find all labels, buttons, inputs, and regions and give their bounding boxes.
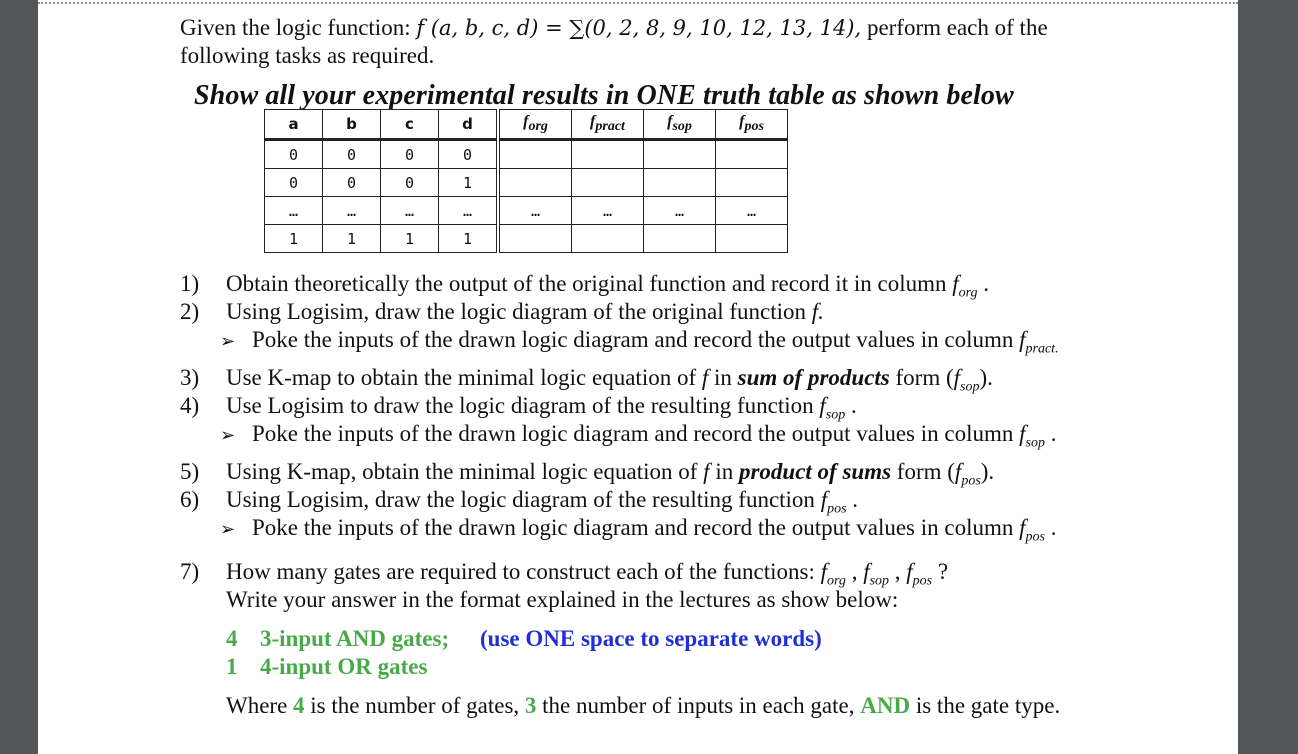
cell-a: 1	[265, 225, 323, 253]
intro-suffix: perform each of the	[861, 15, 1048, 40]
cell-d: …	[439, 197, 499, 225]
cell-f-pos	[716, 169, 788, 197]
cell-f-pract	[572, 140, 644, 169]
task-7-line2: Write your answer in the format explained in the lectures as show below:	[226, 587, 899, 612]
example-gate-text: 3-input AND gates;	[260, 626, 450, 651]
example-count: 4	[226, 626, 238, 651]
cell-f-pract	[572, 169, 644, 197]
cell-f-org	[498, 140, 572, 169]
header-c: c	[381, 110, 439, 140]
task-6-bullet: ➢ Poke the inputs of the drawn logic diagram and record the output values in column $f_{pos}$ .	[220, 515, 1057, 545]
table-header-row	[265, 110, 788, 140]
header-f-org: $f_{org}$	[498, 110, 572, 140]
header-d: d	[439, 110, 499, 140]
task-3: 3) Use K-map to obtain the minimal logic equation of f in sum of products form $(f_{sop})$.	[180, 365, 993, 395]
task-number: 2)	[180, 299, 200, 324]
cell-f-sop: …	[644, 197, 716, 225]
arrow-bullet-icon: ➢	[220, 425, 236, 445]
cell-f-sop	[644, 140, 716, 169]
cell-f-pos	[716, 225, 788, 253]
cell-f-org: …	[498, 197, 572, 225]
cell-b: 0	[323, 169, 381, 197]
task-number: 1)	[180, 271, 200, 296]
cell-a: …	[265, 197, 323, 225]
cell-c: 0	[381, 140, 439, 169]
where-explanation: Where 4 is the number of gates, 3 the number of inputs in each gate, AND is the gate type.	[226, 693, 1061, 718]
header-f-pract: $f_{pract}$	[572, 110, 644, 140]
header-f-sop: $f_{sop}$	[644, 110, 716, 140]
task-list	[180, 270, 1220, 720]
logic-function: f (a, b, c, d) = ∑(0, 2, 8, 9, 10, 12, 13, 14),	[416, 16, 862, 40]
task-1: 1) Obtain theoretically the output of the original function and record it in column $f_{org}$ .	[180, 271, 990, 301]
task-number: 7)	[180, 559, 200, 584]
example-line-1	[180, 625, 1220, 653]
task-number: 5)	[180, 459, 200, 484]
content	[180, 14, 1220, 112]
task-4: 4) Use Logisim to draw the logic diagram of the resulting function $f_{sop}$ .	[180, 393, 857, 423]
cell-b: 0	[323, 140, 381, 169]
cell-a: 0	[265, 140, 323, 169]
cell-a: 0	[265, 169, 323, 197]
header-f-pos: $f_{pos}$	[716, 110, 788, 140]
example-note: (use ONE space to separate words)	[480, 626, 822, 651]
cell-c: 1	[381, 225, 439, 253]
cell-f-org	[498, 225, 572, 253]
table-row	[265, 169, 788, 197]
task-6: 6) Using Logisim, draw the logic diagram of the resulting function $f_{pos}$ .	[180, 487, 859, 517]
cell-b: …	[323, 197, 381, 225]
header-a: a	[265, 110, 323, 140]
dotted-top-border	[38, 2, 1238, 4]
cell-b: 1	[323, 225, 381, 253]
intro-line2: following tasks as required.	[180, 43, 435, 68]
intro-prefix: Given the logic function:	[180, 15, 417, 40]
task-number: 4)	[180, 393, 200, 418]
task-number: 6)	[180, 487, 200, 512]
task-4-bullet: ➢ Poke the inputs of the drawn logic diagram and record the output values in column $f_{sop}$ .	[220, 421, 1057, 451]
cell-c: …	[381, 197, 439, 225]
header-b: b	[323, 110, 381, 140]
document-page	[38, 0, 1238, 754]
cell-f-pos: …	[716, 197, 788, 225]
table-row	[265, 197, 788, 225]
cell-d: 1	[439, 225, 499, 253]
cell-f-sop	[644, 225, 716, 253]
cell-d: 1	[439, 169, 499, 197]
table-row	[265, 225, 788, 253]
arrow-bullet-icon: ➢	[220, 519, 236, 539]
cell-d: 0	[439, 140, 499, 169]
example-line-2	[180, 653, 1220, 681]
task-7: 7) How many gates are required to construct each of the functions: $f_{org}$ , $f_{sop}$ , $f_{pos}$ ?	[180, 559, 949, 589]
cell-f-pract: …	[572, 197, 644, 225]
cell-f-pract	[572, 225, 644, 253]
cell-f-sop	[644, 169, 716, 197]
truth-table	[264, 109, 788, 253]
cell-f-org	[498, 169, 572, 197]
cell-f-pos	[716, 140, 788, 169]
intro-paragraph	[180, 14, 1220, 70]
arrow-bullet-icon: ➢	[220, 331, 236, 351]
table-row	[265, 140, 788, 169]
example-count: 1	[226, 654, 238, 679]
task-2-bullet: ➢ Poke the inputs of the drawn logic diagram and record the output values in column $f_{pract.}$	[220, 327, 1059, 357]
cell-c: 0	[381, 169, 439, 197]
example-gate-text: 4-input OR gates	[260, 654, 428, 679]
task-2: 2) Using Logisim, draw the logic diagram of the original function f.	[180, 299, 824, 324]
task-number: 3)	[180, 365, 200, 390]
headline: Show all your experimental results in ONE truth table as shown below	[194, 80, 1014, 111]
task-5: 5) Using K-map, obtain the minimal logic equation of f in product of sums form $(f_{pos})$.	[180, 459, 995, 489]
